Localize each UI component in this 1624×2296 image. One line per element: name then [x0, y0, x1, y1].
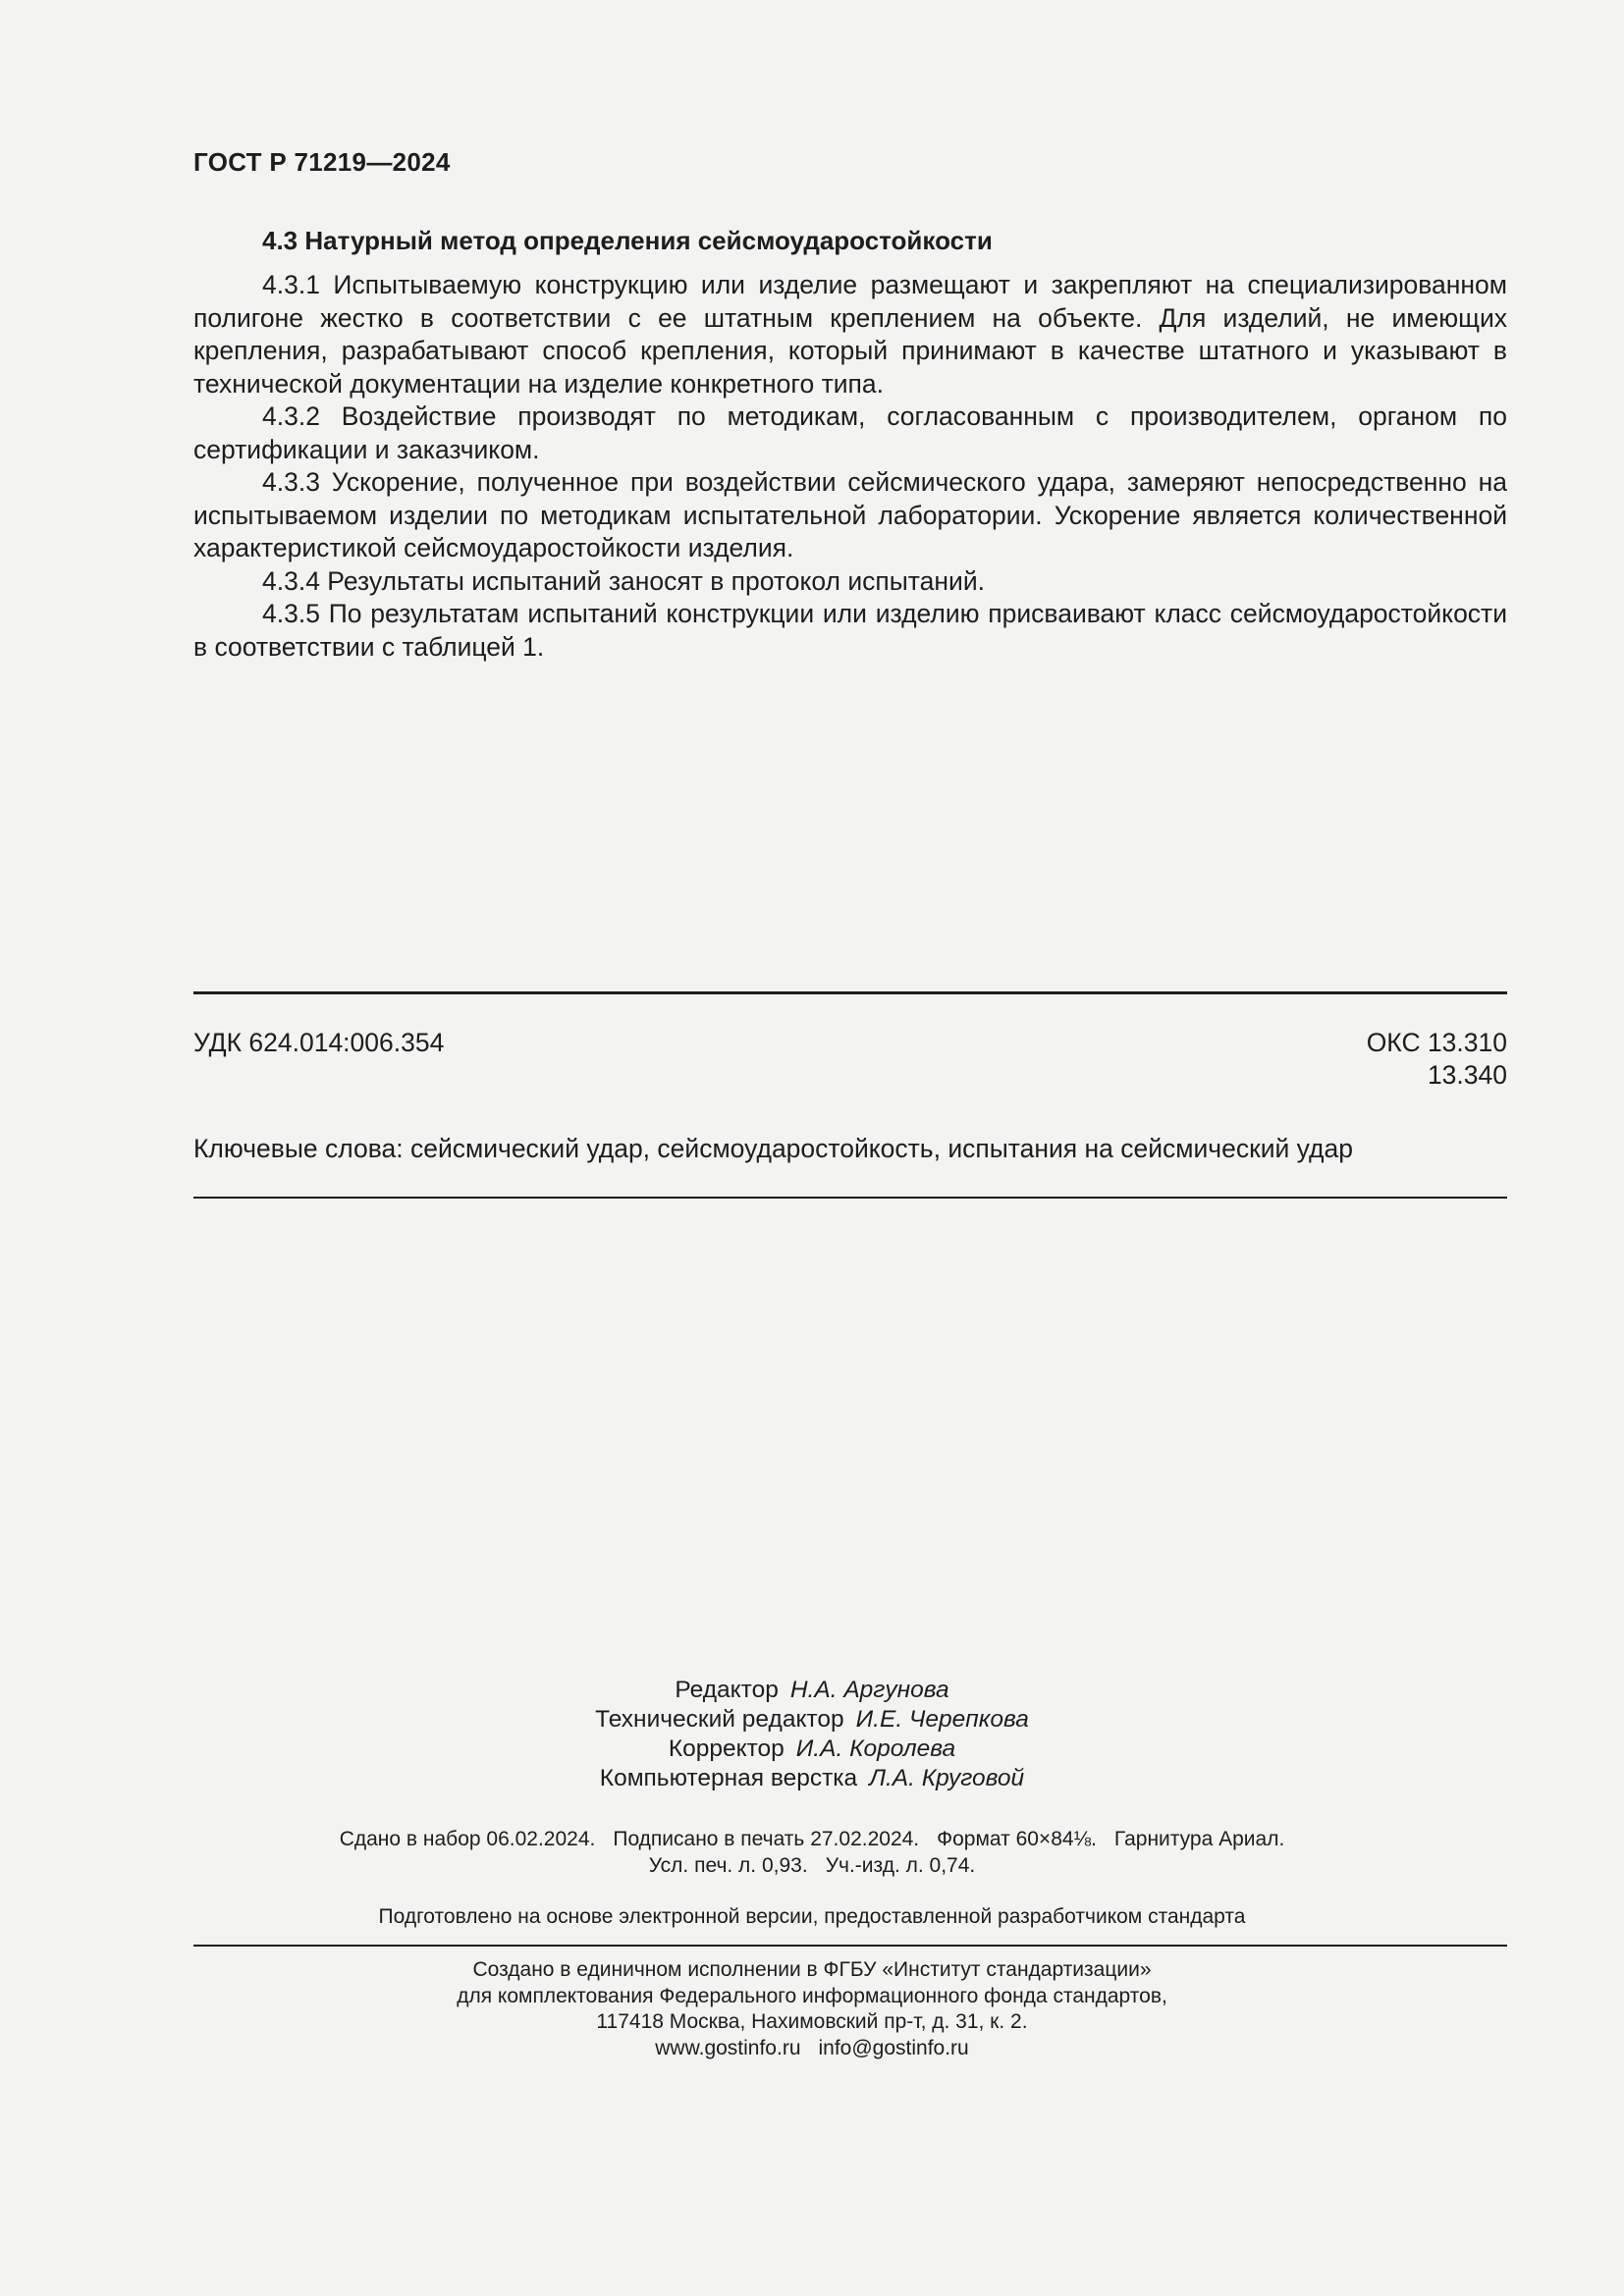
- typeface: Гарнитура Ариал.: [1113, 1828, 1285, 1850]
- credit-proofreader: [0, 1735, 1624, 1764]
- divider-keywords: [193, 1197, 1507, 1199]
- credit-editor: [0, 1676, 1624, 1705]
- credits-block: [0, 1676, 1624, 1793]
- signed-date: Подписано в печать 27.02.2024.: [613, 1828, 920, 1850]
- credit-technical-editor: [0, 1705, 1624, 1735]
- website-link[interactable]: www.gostinfo.ru: [655, 2036, 801, 2059]
- credit-name: И.Е. Черепкова: [855, 1706, 1029, 1733]
- publisher-block: [0, 1957, 1624, 2061]
- divider-bottom: [193, 1945, 1507, 1947]
- credit-role: Корректор: [668, 1735, 785, 1762]
- prepared-note: Подготовлено на основе электронной версии, предоставленной разработчиком стандарта: [378, 1905, 1246, 1928]
- paper-format: Формат 60×84⅛.: [937, 1828, 1097, 1850]
- credit-role: Компьютерная верстка: [599, 1765, 858, 1791]
- print-info: [0, 1826, 1624, 1879]
- credit-name: И.А. Королева: [795, 1735, 956, 1762]
- paragraph-4-3-5: 4.3.5 По результатам испытаний конструкции или изделию присваивают класс сейсмоударостойкости в соответствии с таблицей 1.: [193, 599, 1507, 662]
- udk-code: УДК 624.014:006.354: [193, 1028, 445, 1057]
- paragraph-4-3-2: 4.3.2 Воздействие производят по методикам, согласованным с производителем, органом по сертификации и заказчиком.: [193, 401, 1507, 464]
- submitted-date: Сдано в набор 06.02.2024.: [339, 1828, 596, 1850]
- publisher-line-2: для комплектования Федерального информационного фонда стандартов,: [457, 1984, 1167, 2007]
- print-info-line-1: [0, 1826, 1624, 1852]
- section-heading: 4.3 Натурный метод определения сейсмоударостойкости: [262, 226, 993, 255]
- document-code: ГОСТ Р 71219—2024: [193, 147, 451, 177]
- printed-sheets: Усл. печ. л. 0,93.: [648, 1854, 808, 1877]
- print-info-line-2: [0, 1852, 1624, 1879]
- publisher-address: 117418 Москва, Нахимовский пр-т, д. 31, к. 2.: [596, 2010, 1028, 2033]
- divider-top: [193, 991, 1507, 994]
- credit-role: Редактор: [675, 1677, 779, 1703]
- paragraph-4-3-1: 4.3.1 Испытываемую конструкцию или изделие размещают и закрепляют на специализированном полигоне жестко в соответствии с ее штатным креплением на объекте. Для изделий, не имеющих крепления, разрабатывают способ крепления, который принимают в качестве штатного и указывают в технической документации на изделие конкретного типа.: [193, 270, 1507, 399]
- credit-name: Л.А. Круговой: [869, 1765, 1025, 1791]
- credit-name: Н.А. Аргунова: [789, 1677, 949, 1703]
- publisher-line-1: Создано в единичном исполнении в ФГБУ «Институт стандартизации»: [472, 1958, 1152, 1981]
- publisher-links: [0, 2036, 1624, 2062]
- paragraph-4-3-4: 4.3.4 Результаты испытаний заносят в протокол испытаний.: [262, 565, 985, 596]
- email-link[interactable]: info@gostinfo.ru: [818, 2036, 969, 2059]
- edition-sheets: Уч.-изд. л. 0,74.: [825, 1854, 976, 1877]
- section-4-3: [193, 224, 1507, 664]
- keywords: Ключевые слова: сейсмический удар, сейсмоударостойкость, испытания на сейсмический удар: [193, 1134, 1353, 1163]
- credit-layout: [0, 1764, 1624, 1793]
- oks-code-1: ОКС 13.310: [1366, 1028, 1507, 1057]
- oks-codes: [1367, 1027, 1507, 1092]
- oks-code-2: 13.340: [1427, 1060, 1507, 1090]
- credit-role: Технический редактор: [595, 1706, 844, 1733]
- paragraph-4-3-3: 4.3.3 Ускорение, полученное при воздействии сейсмического удара, замеряют непосредственно на испытываемом изделии по методикам испытательной лаборатории. Ускорение является количественной характеристикой сейсмоударостойкости изделия.: [193, 467, 1507, 562]
